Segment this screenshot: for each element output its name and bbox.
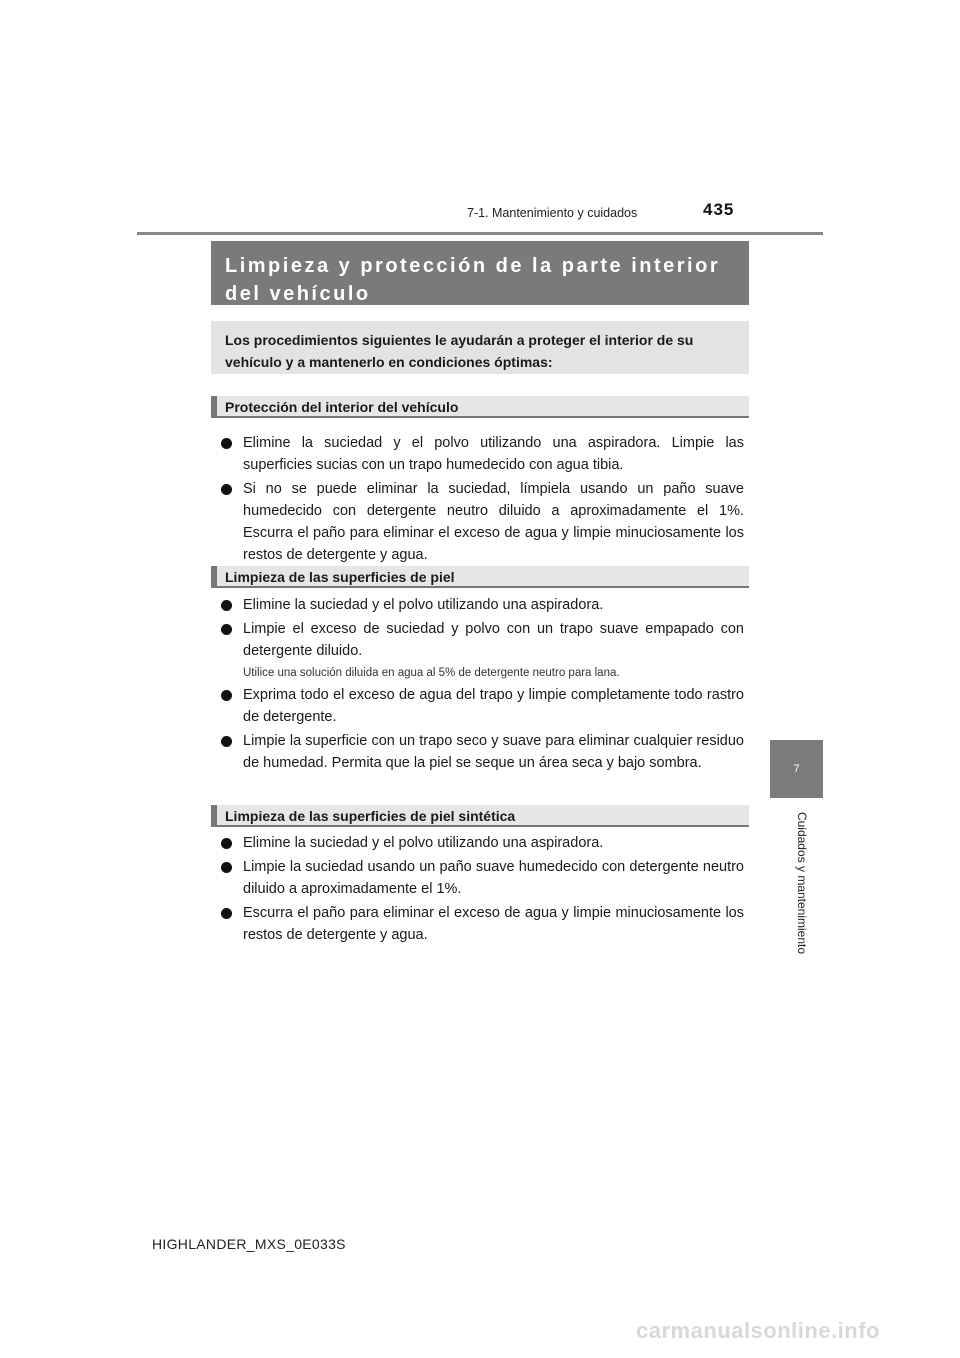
list-item [221,856,744,900]
bullet-icon [221,690,232,701]
leather-note: Utilice una solución diluida en agua al 5% de detergente neutro para lana. [243,667,620,679]
section-heading-leather: Limpieza de las superficies de piel [211,566,749,588]
bullet-text: Elimine la suciedad y el polvo utilizando una aspiradora. [243,835,604,851]
synthetic-bullet-list [221,832,744,948]
page-title: Limpieza y protección de la parte interior del vehículo [211,241,749,305]
bullet-icon [221,624,232,635]
chapter-tab-label: Cuidados y mantenimiento [795,811,809,955]
bullet-text: Elimine la suciedad y el polvo utilizando una aspiradora. Limpie las superficies sucias con un trapo humedecido con agua tibia. [243,435,744,473]
list-item [221,902,744,946]
bullet-icon [221,600,232,611]
list-item [221,594,744,616]
bullet-icon [221,438,232,449]
page-number: 435 [703,200,735,219]
header-rule [137,232,823,235]
bullet-text: Limpie el exceso de suciedad y polvo con un trapo suave empapado con detergente diluido. [243,621,744,659]
bullet-text: Limpie la suciedad usando un paño suave humedecido con detergente neutro diluido a aproximadamente el 1%. [243,859,744,897]
intro-box: Los procedimientos siguientes le ayudarán a proteger el interior de su vehículo y a mantenerlo en condiciones óptimas: [211,321,749,374]
list-item [221,832,744,854]
bullet-icon [221,908,232,919]
list-item [221,730,744,774]
bullet-icon [221,484,232,495]
watermark: carmanualsonline.info [636,1318,880,1343]
bullet-icon [221,838,232,849]
document-footer-code: HIGHLANDER_MXS_0E033S [152,1236,346,1252]
bullet-icon [221,736,232,747]
bullet-text: Escurra el paño para eliminar el exceso de agua y limpie minuciosamente los restos de detergente y agua. [243,905,744,943]
list-item [221,684,744,728]
leather-bullet-list-a [221,594,744,664]
list-item [221,618,744,662]
bullet-text: Exprima todo el exceso de agua del trapo y limpie completamente todo rastro de detergente. [243,687,744,725]
list-item [221,478,744,566]
section-heading-protection: Protección del interior del vehículo [211,396,749,418]
list-item [221,432,744,476]
bullet-icon [221,862,232,873]
bullet-text: Si no se puede eliminar la suciedad, límpiela usando un paño suave humedecido con detergente neutro diluido a aproximadamente el 1%. Escurra el paño para eliminar el exceso de agua y limpie minuciosamente los restos de detergente y agua. [243,481,744,563]
chapter-tab: 7 [770,740,823,798]
leather-bullet-list-b [221,684,744,776]
bullet-text: Elimine la suciedad y el polvo utilizando una aspiradora. [243,597,604,613]
running-header-section: 7-1. Mantenimiento y cuidados [467,206,638,220]
section-heading-synthetic-leather: Limpieza de las superficies de piel sintética [211,805,749,827]
bullet-text: Limpie la superficie con un trapo seco y suave para eliminar cualquier residuo de humedad. Permita que la piel se seque un área seca y bajo sombra. [243,733,744,771]
protection-bullet-list [221,432,744,568]
